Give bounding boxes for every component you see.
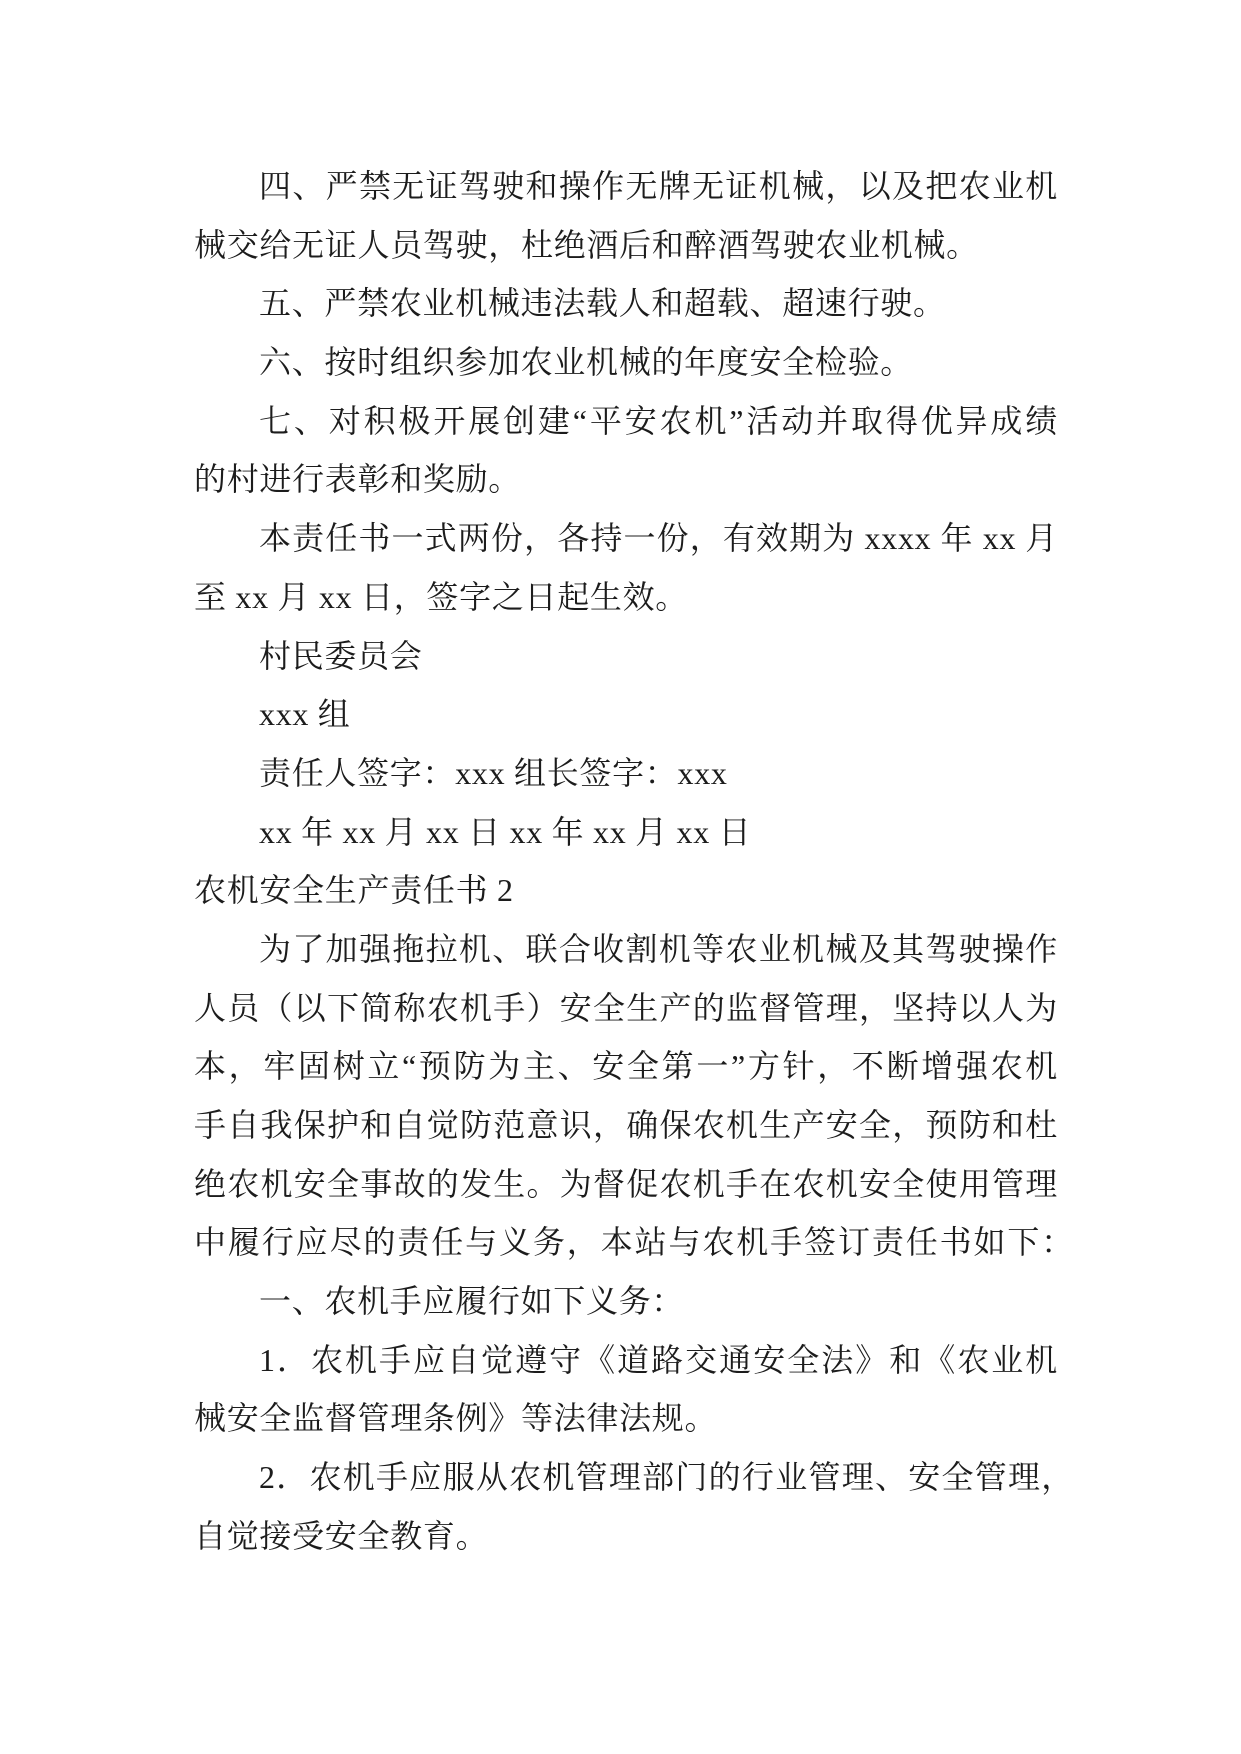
signers-line: 责任人签字：xxx 组长签字：xxx bbox=[259, 754, 728, 791]
clause-six bbox=[194, 333, 1074, 392]
clause-four bbox=[194, 157, 1074, 274]
paragraph-line: 中履行应尽的责任与义务，本站与农机手签订责任书如下： bbox=[194, 1224, 1074, 1261]
paragraph-line: 2．农机手应服从农机管理部门的行业管理、安全管理， bbox=[259, 1459, 1074, 1496]
paragraph-line: 的村进行表彰和奖励。 bbox=[194, 461, 522, 498]
paragraph-line: 五、严禁农业机械违法载人和超载、超速行驶。 bbox=[259, 285, 946, 322]
obligation-item-2 bbox=[194, 1448, 1074, 1565]
committee-name: 村民委员会 bbox=[259, 637, 423, 674]
clause-five bbox=[194, 274, 1074, 333]
document-body bbox=[194, 157, 1074, 1566]
paragraph-line: 四、严禁无证驾驶和操作无牌无证机械，以及把农业机 bbox=[259, 168, 1058, 204]
signature-block bbox=[194, 627, 1074, 862]
validity-paragraph bbox=[194, 509, 1074, 626]
paragraph-line: 至 xx 月 xx 日，签字之日起生效。 bbox=[194, 578, 689, 615]
group-name: xxx 组 bbox=[259, 696, 351, 733]
paragraph-line: 本责任书一式两份，各持一份，有效期为 xxxx 年 xx 月 bbox=[259, 520, 1058, 557]
paragraph-line: 人员（以下简称农机手）安全生产的监督管理，坚持以人为 bbox=[194, 989, 1058, 1026]
section-title: 农机安全生产责任书 2 bbox=[194, 872, 514, 909]
clause-seven bbox=[194, 392, 1074, 509]
paragraph-line: 手自我保护和自觉防范意识，确保农机生产安全，预防和杜 bbox=[194, 1107, 1058, 1143]
paragraph-line: 本，牢固树立“预防为主、安全第一”方针，不断增强农机 bbox=[194, 1048, 1058, 1085]
dates-line: xx 年 xx 月 xx 日 xx 年 xx 月 xx 日 bbox=[259, 813, 752, 850]
obligation-item-1 bbox=[194, 1331, 1074, 1448]
paragraph-line: 自觉接受安全教育。 bbox=[194, 1517, 489, 1554]
intro-paragraph bbox=[194, 920, 1074, 1272]
paragraph-line: 七、对积极开展创建“平安农机”活动并取得优异成绩 bbox=[259, 402, 1058, 439]
paragraph-line: 1．农机手应自觉遵守《道路交通安全法》和《农业机 bbox=[259, 1341, 1058, 1378]
paragraph-line: 械交给无证人员驾驶，杜绝酒后和醉酒驾驶农业机械。 bbox=[194, 226, 979, 263]
paragraph-line: 六、按时组织参加农业机械的年度安全检验。 bbox=[259, 344, 914, 381]
paragraph-line: 绝农机安全事故的发生。为督促农机手在农机安全使用管理 bbox=[194, 1165, 1058, 1202]
paragraph-line: 为了加强拖拉机、联合收割机等农业机械及其驾驶操作 bbox=[259, 930, 1058, 967]
paragraph-line: 械安全监督管理条例》等法律法规。 bbox=[194, 1400, 718, 1437]
obligations-heading: 一、农机手应履行如下义务： bbox=[259, 1283, 685, 1320]
